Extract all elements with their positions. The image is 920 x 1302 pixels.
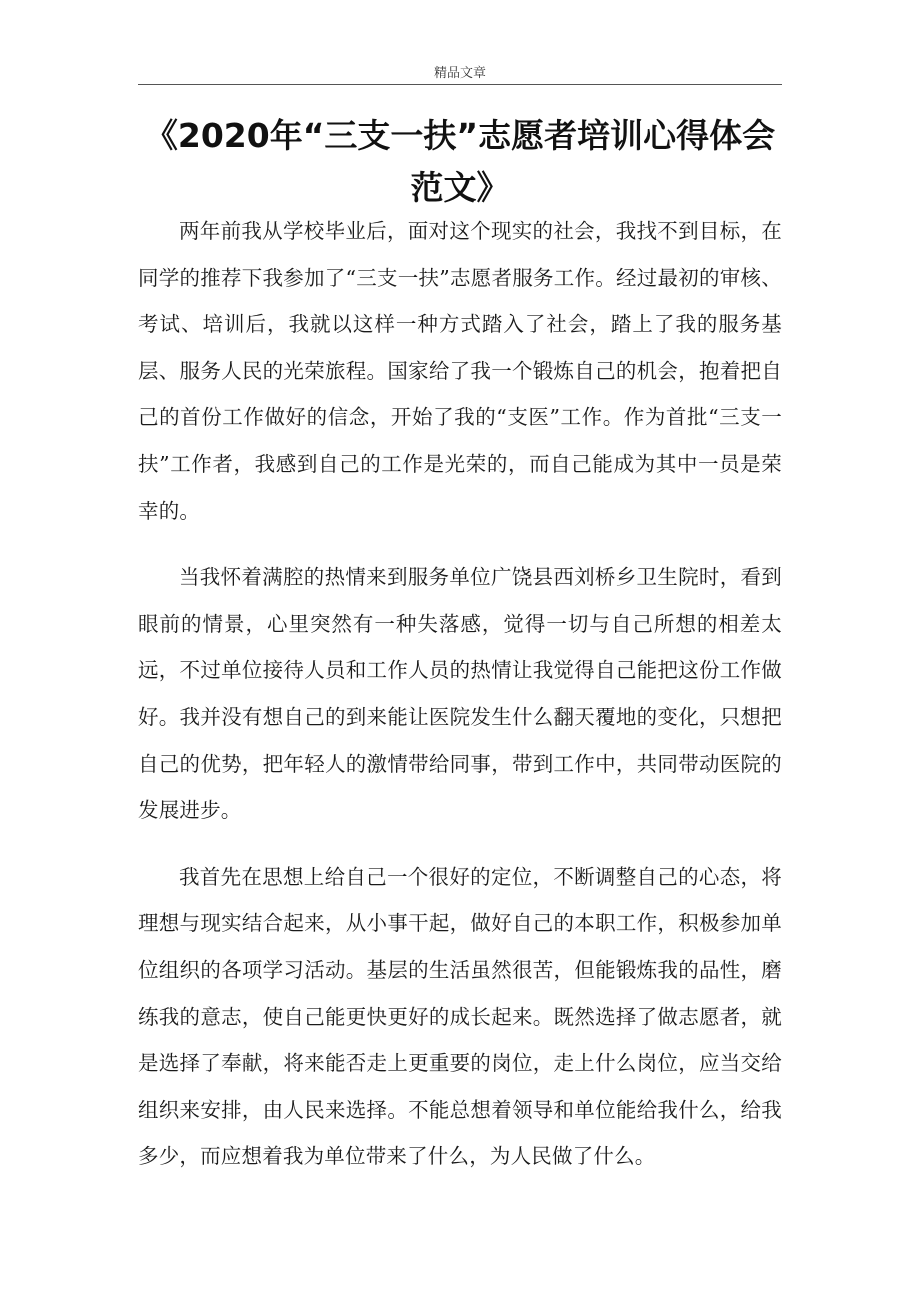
paragraph-2: 当我怀着满腔的热情来到服务单位广饶县西刘桥乡卫生院时，看到眼前的情景，心里突然有一种失落感，觉得一切与自己所想的相差太远，不过单位接待人员和工作人员的热情让我觉得自己能把这份工作做好。我并没有想自己的到来能让医院发生什么翻天覆地的变化，只想把自己的优势，把年轻人的激情带给同事，带到工作中，共同带动医院的发展进步。 <box>138 565 782 823</box>
paragraph-1: 两年前我从学校毕业后，面对这个现实的社会，我找不到目标，在同学的推荐下我参加了“三支一扶”志愿者服务工作。经过最初的审核、考试、培训后，我就以这样一种方式踏入了社会，踏上了我的服务基层、服务人民的光荣旅程。国家给了我一个锻炼自己的机会，抱着把自己的首份工作做好的信念，开始了我的“支医”工作。作为首批“三支一扶”工作者，我感到自己的工作是光荣的，而自己能成为其中一员是荣幸的。 <box>138 219 782 523</box>
document-body <box>138 208 782 1200</box>
paragraph-3: 我首先在思想上给自己一个很好的定位，不断调整自己的心态，将理想与现实结合起来，从小事干起，做好自己的本职工作，积极参加单位组织的各项学习活动。基层的生活虽然很苦，但能锻炼我的品性，磨练我的意志，使自己能更快更好的成长起来。既然选择了做志愿者，就是选择了奉献，将来能否走上更重要的岗位，走上什么岗位，应当交给组织来安排，由人民来选择。不能总想着领导和单位能给我什么，给我多少，而应想着我为单位带来了什么，为人民做了什么。 <box>138 864 782 1169</box>
document-title: 《2020年“三支一扶”志愿者培训心得体会范文》 <box>144 116 776 207</box>
running-header: 精品文章 <box>433 66 486 81</box>
header-divider <box>138 84 782 85</box>
